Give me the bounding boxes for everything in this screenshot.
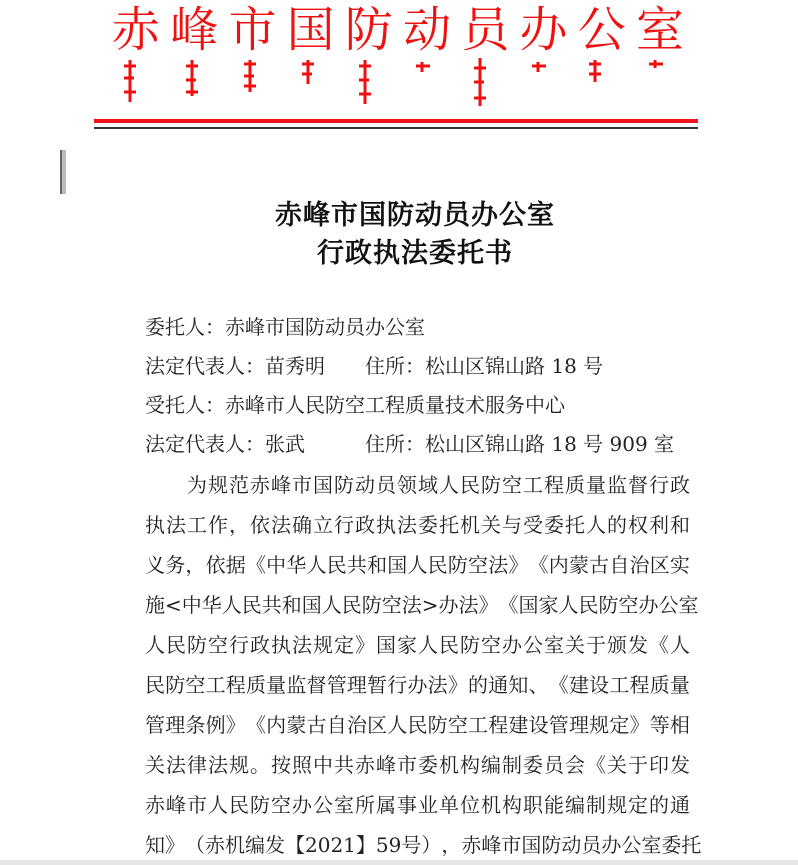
letterhead-char: 防 xyxy=(344,2,393,58)
document-subtitle: 行政执法委托书 xyxy=(317,238,513,269)
scan-edge-mark xyxy=(60,150,66,194)
letterhead-char: 市 xyxy=(228,2,277,58)
letterhead-char: 公 xyxy=(577,2,626,58)
letterhead-char: 动 xyxy=(403,2,452,58)
page-bottom-edge xyxy=(0,860,798,865)
letterhead-char: 赤 xyxy=(112,2,161,58)
document-title: 赤峰市国防动员办公室 xyxy=(275,200,555,231)
body-line: 人 民 防 空 行 政 执 法 规 定 》 国 家 人 民 防 空 办 公 室 关 于 颁 发 《 人 xyxy=(145,633,690,657)
body-line: 施 < 中 华 人 民 共 和 国 人 民 防 空 法 > 办 法 》 《 国 家 人 民 防 空 办 公 室 xyxy=(145,593,699,617)
letterhead-black-rule xyxy=(94,127,698,129)
header-line-agent: 受托人：赤峰市人民防空工程质量技术服务中心 xyxy=(145,393,565,417)
mongolian-script-logo xyxy=(100,58,700,108)
letterhead-red-rule xyxy=(94,119,698,123)
letterhead-org-name xyxy=(112,2,684,58)
body-line: 知 》 （ 赤 机 编 发 【 2021 】 59 号 ） ， 赤 峰 市 国 防 动 员 办 公 室 委 托 xyxy=(145,833,702,857)
body-line: 管 理 条 例 》 《 内 蒙 古 自 治 区 人 民 防 空 工 程 建 设 管 理 规 定 》 等 相 xyxy=(145,713,690,737)
letterhead-char: 室 xyxy=(635,2,684,58)
body-line: 关 法 律 法 规 。 按 照 中 共 赤 峰 市 委 机 构 编 制 委 员 会 《 关 于 印 发 xyxy=(145,753,690,777)
letterhead-char: 峰 xyxy=(170,2,219,58)
header-line-agent-rep: 法定代表人：张武 住所：松山区锦山路 18 号 909 室 xyxy=(145,432,675,456)
body-line: 执 法 工 作 ， 依 法 确 立 行 政 执 法 委 托 机 关 与 受 委 托 人 的 权 利 和 xyxy=(145,513,690,537)
body-line: 民 防 空 工 程 质 量 监 督 管 理 暂 行 办 法 》 的 通 知 、 《 建 设 工 程 质 量 xyxy=(145,673,690,697)
body-line: 为 规 范 赤 峰 市 国 防 动 员 领 域 人 民 防 空 工 程 质 量 监 督 行 政 xyxy=(187,473,690,497)
letterhead-char: 国 xyxy=(286,2,335,58)
header-line-principal: 委托人：赤峰市国防动员办公室 xyxy=(145,315,425,339)
letterhead-char: 员 xyxy=(461,2,510,58)
header-line-principal-rep: 法定代表人：苗秀明 住所：松山区锦山路 18 号 xyxy=(145,354,604,378)
body-line: 赤 峰 市 人 民 防 空 办 公 室 所 属 事 业 单 位 机 构 职 能 编 制 规 定 的 通 xyxy=(145,793,690,817)
body-line: 义 务 ， 依 据 《 中 华 人 民 共 和 国 人 民 防 空 法 》 《 内 蒙 古 自 治 区 实 xyxy=(145,553,690,577)
letterhead-char: 办 xyxy=(519,2,568,58)
